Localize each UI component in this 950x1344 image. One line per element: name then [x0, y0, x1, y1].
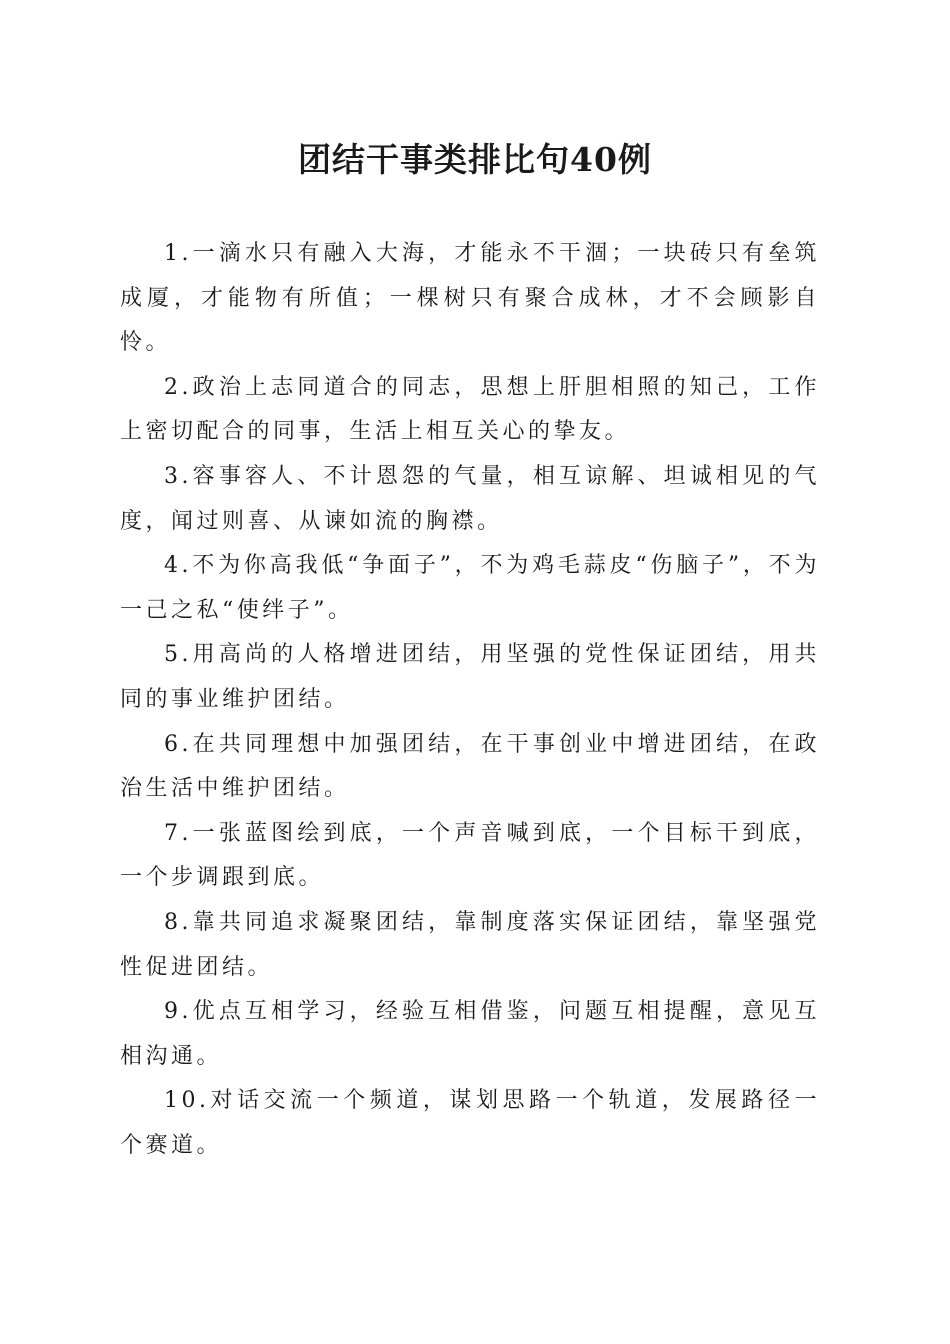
paragraph-3: 3.容事容人、不计恩怨的气量，相互谅解、坦诚相见的气度，闻过则喜、从谏如流的胸襟。: [120, 463, 820, 534]
paragraph-4: 4.不为你高我低“争面子”，不为鸡毛蒜皮“伤脑子”，不为一己之私“使绊子”。: [120, 553, 820, 623]
document-title: 团结干事类排比句40例: [298, 140, 652, 179]
paragraph-5: 5.用高尚的人格增进团结，用坚强的党性保证团结，用共同的事业维护团结。: [120, 642, 820, 712]
paragraph-9: 9.优点互相学习，经验互相借鉴，问题互相提醒，意见互相沟通。: [120, 999, 820, 1069]
paragraph-10: 10.对话交流一个频道，谋划思路一个轨道，发展路径一个赛道。: [120, 1088, 820, 1158]
paragraph-8: 8.靠共同追求凝聚团结，靠制度落实保证团结，靠坚强党性促进团结。: [120, 909, 820, 980]
paragraph-1: 1.一滴水只有融入大海，才能永不干涸；一块砖只有垒筑成厦，才能物有所值；一棵树只有聚合成林，才不会顾影自怜。: [120, 241, 820, 356]
paragraph-2: 2.政治上志同道合的同志，思想上肝胆相照的知己，工作上密切配合的同事，生活上相互关心的挚友。: [120, 374, 820, 445]
document-body: [120, 232, 820, 1168]
paragraph-7: 7.一张蓝图绘到底，一个声音喊到底，一个目标干到底，一个步调跟到底。: [120, 820, 820, 891]
paragraph-6: 6.在共同理想中加强团结，在干事创业中增进团结，在政治生活中维护团结。: [120, 731, 820, 802]
